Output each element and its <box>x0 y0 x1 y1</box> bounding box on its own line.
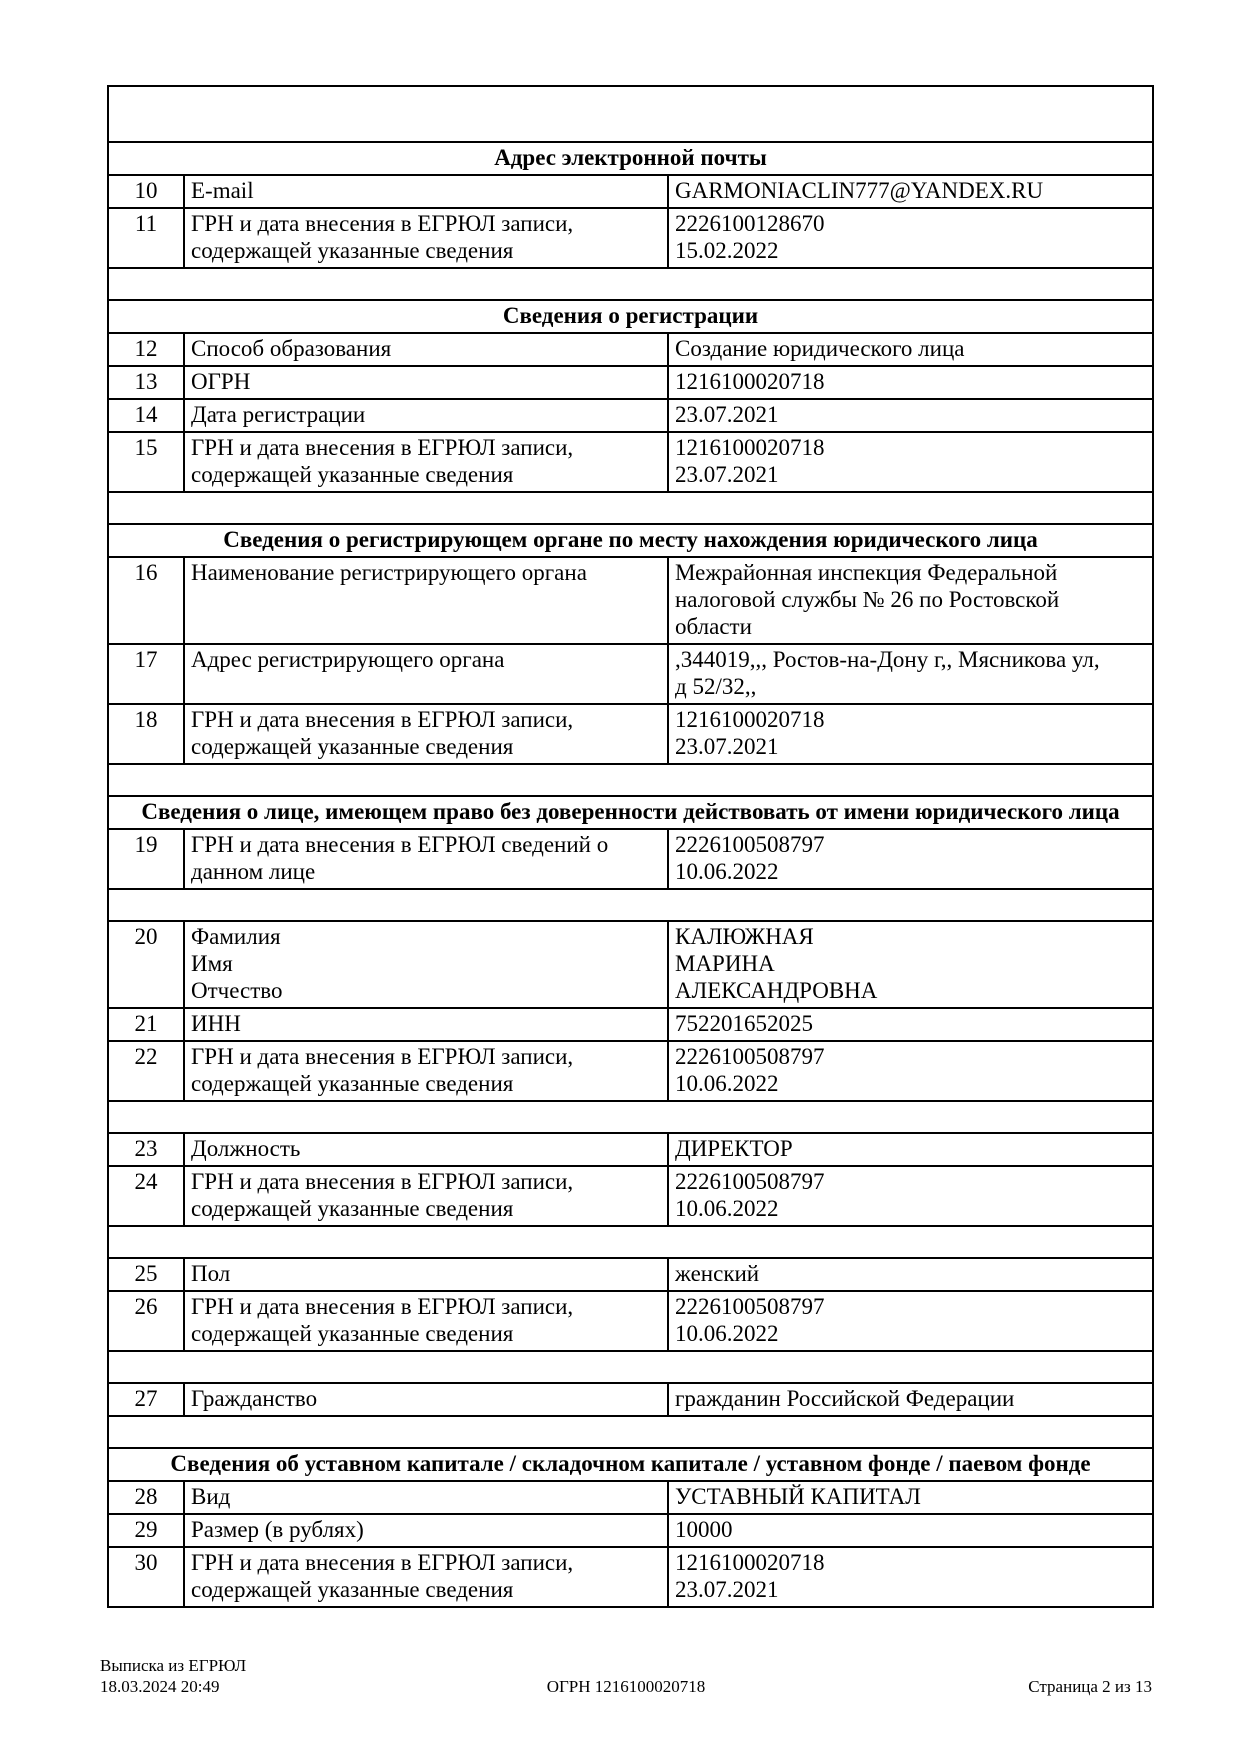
row-value-line: 10.06.2022 <box>675 1071 779 1096</box>
spacer-row <box>108 1351 1153 1383</box>
spacer-row <box>108 889 1153 921</box>
row-value <box>668 1258 1153 1291</box>
row-value <box>668 704 1153 764</box>
spacer-cell <box>108 1226 1153 1258</box>
row-number: 25 <box>108 1258 184 1291</box>
spacer-cell <box>108 889 1153 921</box>
row-number: 13 <box>108 366 184 399</box>
row-value <box>668 1008 1153 1041</box>
spacer-row <box>108 1101 1153 1133</box>
footer-doc-type: Выписка из ЕГРЮЛ <box>100 1656 247 1675</box>
row-label-line: ГРН и дата внесения в ЕГРЮЛ записи, <box>191 1044 574 1069</box>
row-label-line: ГРН и дата внесения в ЕГРЮЛ записи, <box>191 1294 574 1319</box>
row-label-line: содержащей указанные сведения <box>191 1577 514 1602</box>
spacer-cell <box>108 1101 1153 1133</box>
row-value <box>668 921 1153 1008</box>
row-label <box>184 1041 668 1101</box>
section-header-row <box>108 796 1153 829</box>
row-value-line: ,344019,,, Ростов-на-Дону г,, Мясникова ул, <box>675 647 1100 672</box>
row-value-line: 2226100508797 <box>675 1169 825 1194</box>
row-number: 16 <box>108 557 184 644</box>
row-value <box>668 333 1153 366</box>
table-row <box>108 1008 1153 1041</box>
row-label-line: Должность <box>191 1136 301 1161</box>
row-value <box>668 366 1153 399</box>
footer-page-number: Страница 2 из 13 <box>1028 1677 1152 1696</box>
row-number: 12 <box>108 333 184 366</box>
spacer-cell <box>108 268 1153 300</box>
row-label-line: Имя <box>191 951 233 976</box>
row-value <box>668 1041 1153 1101</box>
row-label <box>184 644 668 704</box>
row-value-line: 2226100508797 <box>675 832 825 857</box>
row-label-line: ОГРН <box>191 369 251 394</box>
row-value-line: 23.07.2021 <box>675 462 779 487</box>
egrul-extract-table <box>107 85 1154 1608</box>
row-value-line: 10.06.2022 <box>675 859 779 884</box>
row-label-line: содержащей указанные сведения <box>191 734 514 759</box>
row-value-line: МАРИНА <box>675 951 775 976</box>
spacer-row <box>108 1416 1153 1448</box>
section-header: Сведения о регистрации <box>108 300 1153 333</box>
row-label-line: содержащей указанные сведения <box>191 462 514 487</box>
spacer-cell <box>108 1416 1153 1448</box>
row-label <box>184 208 668 268</box>
table-row <box>108 644 1153 704</box>
row-label <box>184 921 668 1008</box>
row-label-line: Гражданство <box>191 1386 318 1411</box>
row-value <box>668 1383 1153 1416</box>
row-value-line: 752201652025 <box>675 1011 813 1036</box>
table-row <box>108 1133 1153 1166</box>
spacer-cell <box>108 1351 1153 1383</box>
row-value-line: гражданин Российской Федерации <box>675 1386 1015 1411</box>
table-row <box>108 704 1153 764</box>
row-value-line: 15.02.2022 <box>675 238 779 263</box>
row-number: 10 <box>108 175 184 208</box>
row-value-line: налоговой службы № 26 по Ростовской <box>675 587 1060 612</box>
row-number: 18 <box>108 704 184 764</box>
row-label-line: Наименование регистрирующего органа <box>191 560 587 585</box>
row-value-line: КАЛЮЖНАЯ <box>675 924 814 949</box>
row-label-line: Вид <box>191 1484 231 1509</box>
row-value-line: 10.06.2022 <box>675 1196 779 1221</box>
row-value-line: АЛЕКСАНДРОВНА <box>675 978 878 1003</box>
row-value <box>668 557 1153 644</box>
row-number: 15 <box>108 432 184 492</box>
row-number: 14 <box>108 399 184 432</box>
section-header-row <box>108 1448 1153 1481</box>
table-row <box>108 1383 1153 1416</box>
row-label-line: E-mail <box>191 178 254 203</box>
row-label <box>184 557 668 644</box>
row-label-line: ГРН и дата внесения в ЕГРЮЛ сведений о <box>191 832 609 857</box>
row-label-line: ГРН и дата внесения в ЕГРЮЛ записи, <box>191 211 574 236</box>
row-label <box>184 366 668 399</box>
row-value-line: 2226100508797 <box>675 1044 825 1069</box>
table-row <box>108 829 1153 889</box>
row-number: 30 <box>108 1547 184 1607</box>
row-value <box>668 208 1153 268</box>
row-value-line: д 52/32,, <box>675 674 757 699</box>
footer-datetime: 18.03.2024 20:49 <box>100 1677 220 1696</box>
spacer-row <box>108 86 1153 142</box>
row-value <box>668 399 1153 432</box>
table-row <box>108 1481 1153 1514</box>
row-label <box>184 399 668 432</box>
row-label-line: содержащей указанные сведения <box>191 1196 514 1221</box>
row-value-line: УСТАВНЫЙ КАПИТАЛ <box>675 1484 921 1509</box>
row-value-line: 23.07.2021 <box>675 402 779 427</box>
table-row <box>108 432 1153 492</box>
row-value <box>668 1291 1153 1351</box>
table-row <box>108 1547 1153 1607</box>
row-label <box>184 704 668 764</box>
spacer-row <box>108 492 1153 524</box>
row-number: 21 <box>108 1008 184 1041</box>
spacer-cell <box>108 86 1153 142</box>
spacer-cell <box>108 764 1153 796</box>
table-row <box>108 1041 1153 1101</box>
spacer-cell <box>108 492 1153 524</box>
row-label-line: ИНН <box>191 1011 241 1036</box>
row-value-line: 10.06.2022 <box>675 1321 779 1346</box>
row-label-line: Дата регистрации <box>191 402 366 427</box>
row-value-line: 1216100020718 <box>675 1550 825 1575</box>
row-value-line: 1216100020718 <box>675 435 825 460</box>
row-value-line: 23.07.2021 <box>675 734 779 759</box>
section-header: Сведения о лице, имеющем право без доверенности действовать от имени юридического лица <box>108 796 1153 829</box>
row-value <box>668 1133 1153 1166</box>
row-label <box>184 1166 668 1226</box>
row-label <box>184 1008 668 1041</box>
section-header: Сведения о регистрирующем органе по месту нахождения юридического лица <box>108 524 1153 557</box>
row-label <box>184 829 668 889</box>
spacer-row <box>108 268 1153 300</box>
row-number: 20 <box>108 921 184 1008</box>
section-header: Сведения об уставном капитале / складочном капитале / уставном фонде / паевом фонде <box>108 1448 1153 1481</box>
row-label <box>184 1291 668 1351</box>
row-label <box>184 175 668 208</box>
row-value <box>668 1166 1153 1226</box>
row-label <box>184 1514 668 1547</box>
row-value <box>668 644 1153 704</box>
spacer-row <box>108 764 1153 796</box>
row-value-line: женский <box>675 1261 760 1286</box>
row-label-line: ГРН и дата внесения в ЕГРЮЛ записи, <box>191 1550 574 1575</box>
row-value <box>668 175 1153 208</box>
table-row <box>108 175 1153 208</box>
section-header: Адрес электронной почты <box>108 142 1153 175</box>
row-label-line: Отчество <box>191 978 283 1003</box>
section-header-row <box>108 524 1153 557</box>
table-row <box>108 1258 1153 1291</box>
row-label <box>184 1133 668 1166</box>
row-number: 26 <box>108 1291 184 1351</box>
row-label-line: ГРН и дата внесения в ЕГРЮЛ записи, <box>191 1169 574 1194</box>
row-value-line: 23.07.2021 <box>675 1577 779 1602</box>
row-label <box>184 1481 668 1514</box>
section-header-row <box>108 300 1153 333</box>
row-value-line: ДИРЕКТОР <box>675 1136 793 1161</box>
footer-ogrn: ОГРН 1216100020718 <box>546 1677 706 1696</box>
row-number: 24 <box>108 1166 184 1226</box>
table-row <box>108 1166 1153 1226</box>
row-label-line: Размер (в рублях) <box>191 1517 364 1542</box>
table-row <box>108 366 1153 399</box>
table-row <box>108 1514 1153 1547</box>
row-value-line: 1216100020718 <box>675 707 825 732</box>
row-value <box>668 1481 1153 1514</box>
table-row <box>108 333 1153 366</box>
row-label-line: Способ образования <box>191 336 392 361</box>
row-label-line: ГРН и дата внесения в ЕГРЮЛ записи, <box>191 707 574 732</box>
row-label <box>184 1547 668 1607</box>
row-number: 22 <box>108 1041 184 1101</box>
row-label-line: содержащей указанные сведения <box>191 1071 514 1096</box>
row-value-line: 2226100128670 <box>675 211 825 236</box>
row-label-line: содержащей указанные сведения <box>191 238 514 263</box>
page-footer <box>100 1655 1152 1697</box>
row-value-line: 2226100508797 <box>675 1294 825 1319</box>
row-label-line: содержащей указанные сведения <box>191 1321 514 1346</box>
row-label <box>184 1258 668 1291</box>
row-value <box>668 1514 1153 1547</box>
table-row <box>108 399 1153 432</box>
row-number: 23 <box>108 1133 184 1166</box>
row-label-line: ГРН и дата внесения в ЕГРЮЛ записи, <box>191 435 574 460</box>
row-label-line: Фамилия <box>191 924 281 949</box>
section-header-row <box>108 142 1153 175</box>
row-number: 11 <box>108 208 184 268</box>
row-value-line: 10000 <box>675 1517 733 1542</box>
row-number: 28 <box>108 1481 184 1514</box>
row-value-line: 1216100020718 <box>675 369 825 394</box>
row-label <box>184 333 668 366</box>
row-value <box>668 432 1153 492</box>
row-number: 19 <box>108 829 184 889</box>
row-label <box>184 1383 668 1416</box>
row-value-line: Межрайонная инспекция Федеральной <box>675 560 1058 585</box>
table-row <box>108 921 1153 1008</box>
table-row <box>108 208 1153 268</box>
row-value-line: Создание юридического лица <box>675 336 965 361</box>
row-number: 29 <box>108 1514 184 1547</box>
table-row <box>108 1291 1153 1351</box>
row-number: 17 <box>108 644 184 704</box>
row-label-line: Адрес регистрирующего органа <box>191 647 505 672</box>
row-number: 27 <box>108 1383 184 1416</box>
row-label <box>184 432 668 492</box>
row-value <box>668 1547 1153 1607</box>
row-value-line: GARMONIACLIN777@YANDEX.RU <box>675 178 1044 203</box>
row-value-line: области <box>675 614 752 639</box>
table-row <box>108 557 1153 644</box>
row-value <box>668 829 1153 889</box>
row-label-line: Пол <box>191 1261 231 1286</box>
spacer-row <box>108 1226 1153 1258</box>
row-label-line: данном лице <box>191 859 316 884</box>
